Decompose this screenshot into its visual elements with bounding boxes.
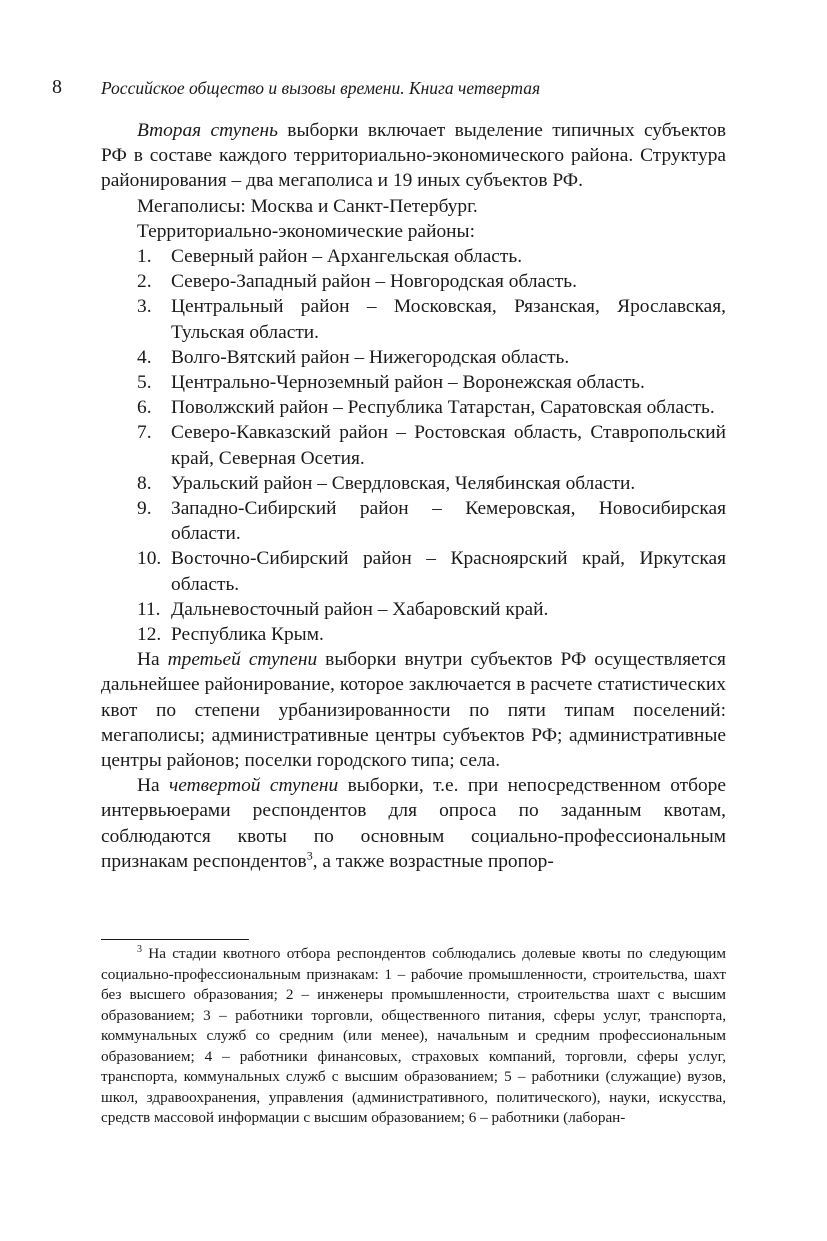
- italic-term: Вторая ступень: [137, 120, 278, 141]
- list-item: [101, 395, 726, 420]
- list-number: 9.: [137, 498, 152, 520]
- footnote-ref[interactable]: 3: [306, 848, 313, 863]
- list-number: 5.: [137, 372, 152, 394]
- list-text: Центрально-Черноземный район – Воронежская область.: [171, 372, 645, 394]
- list-item: [101, 269, 726, 294]
- list-number: 12.: [137, 624, 162, 646]
- paragraph-text: выборки внутри субъектов РФ осуществляется дальнейшее районирование, которое заключается в расчете статистических квот по степени урбанизированности по пяти типам поселений: мегаполисы; административные центры субъектов РФ; административные центры районов; поселки городского типа; села.: [101, 649, 726, 772]
- list-item: [101, 294, 726, 344]
- main-text: [101, 118, 726, 874]
- list-text: Северный район – Архангельская область.: [171, 246, 523, 268]
- list-number: 4.: [137, 346, 152, 368]
- list-number: 7.: [137, 422, 152, 444]
- list-item: [101, 597, 726, 622]
- italic-term: третьей ступени: [167, 649, 318, 671]
- list-number: 6.: [137, 397, 152, 419]
- list-text: Северо-Кавказский район – Ростовская область, Ставропольский край, Северная Осетия.: [171, 422, 726, 469]
- list-text: Северо-Западный район – Новгородская область.: [171, 271, 577, 293]
- paragraph-fourth-stage: [101, 773, 726, 874]
- list-text: Западно-Сибирский район – Кемеровская, Новосибирская области.: [171, 498, 726, 545]
- list-item: [101, 345, 726, 370]
- list-text: Восточно-Сибирский район – Красноярский край, Иркутская область.: [171, 548, 726, 595]
- page-number: 8: [52, 76, 62, 98]
- list-text: Уральский район – Свердловская, Челябинская области.: [171, 472, 636, 494]
- paragraph-text: выборки, т.е. при непосредственном отборе интервьюерами респондентов для опроса по заданным квотам, соблюдаются квоты по основным социально-профессиональным признакам респондентов: [101, 775, 726, 872]
- footnote: [101, 944, 726, 1129]
- paragraph-text: выборки включает выделение типичных субъектов РФ в составе каждого территориально-экономического района. Структура районирования – два мегаполиса и 19 иных субъектов РФ.: [101, 120, 727, 192]
- paragraph-lead: На: [137, 775, 170, 797]
- list-text: Дальневосточный район – Хабаровский край.: [171, 598, 549, 620]
- page-header: [52, 76, 732, 100]
- list-number: 10.: [137, 548, 162, 570]
- footnote-marker: 3: [137, 943, 142, 955]
- paragraph-lead: На: [137, 649, 168, 671]
- list-item: [101, 244, 726, 269]
- regions-heading: Территориально-экономические районы:: [137, 220, 475, 242]
- list-text: Центральный район – Московская, Рязанская, Ярославская, Тульская области.: [171, 296, 726, 343]
- list-number: 11.: [137, 598, 161, 620]
- list-item: [101, 546, 726, 596]
- paragraph-tail: , а также возрастные пропор-: [312, 850, 554, 872]
- list-item: [101, 420, 726, 470]
- footnote-text: На стадии квотного отбора респондентов соблюдались долевые квоты по следующим социально-профессиональным признакам: 1 – рабочие промышленности, строительства, шахт без высшего образования; 2 – инженеры промышленности, строительства шахт с высшим образованием; 3 – работники торговли, общественного питания, сферы услуг, транспорта, коммунальных служб со средним (или менее), начальным и средним профессиональным образованием; 4 – работники финансовых, страховых компаний, торговли, сферы услуг, транспорта, коммунальных служб с высшим образованием; 5 – работники (служащие) вузов, школ, здравоохранения, управления (административного, политического), науки, искусства, средств массовой информации с высшим образованием; 6 – работники (лаборан-: [101, 945, 726, 1126]
- regions-list: [101, 244, 726, 647]
- list-number: 8.: [137, 472, 152, 494]
- running-title: Российское общество и вызовы времени. Книга четвертая: [101, 78, 541, 98]
- list-text: Поволжский район – Республика Татарстан, Саратовская область.: [171, 397, 715, 419]
- list-item: [101, 622, 726, 647]
- italic-term: четвертой ступени: [169, 775, 339, 797]
- list-item: [101, 370, 726, 395]
- list-text: Республика Крым.: [171, 624, 324, 646]
- list-item: [101, 471, 726, 496]
- list-item: [101, 496, 726, 546]
- paragraph-third-stage: [101, 647, 726, 773]
- list-number: 3.: [137, 296, 152, 318]
- megapolises-line: Мегаполисы: Москва и Санкт-Петербург.: [137, 195, 478, 217]
- footnote-divider: [101, 939, 249, 940]
- list-text: Волго-Вятский район – Нижегородская область.: [171, 346, 570, 368]
- list-number: 2.: [137, 271, 152, 293]
- list-number: 1.: [137, 246, 152, 268]
- paragraph-second-stage: [101, 118, 726, 194]
